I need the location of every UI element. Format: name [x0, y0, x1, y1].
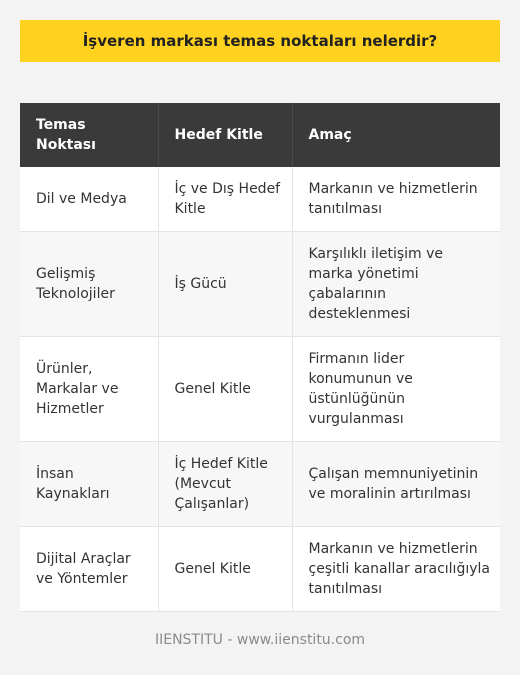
- table-cell: Karşılıklı iletişim ve marka yönetimi çabalarının desteklenmesi: [292, 231, 500, 336]
- table-row: [20, 167, 500, 231]
- table-cell: Genel Kitle: [158, 336, 292, 441]
- column-header-audience: Hedef Kitle: [158, 103, 292, 167]
- table-row: [20, 336, 500, 441]
- table-header-row: [20, 103, 500, 167]
- table-row: [20, 441, 500, 526]
- table-row: [20, 231, 500, 336]
- table-cell: Ürünler, Markalar ve Hizmetler: [20, 336, 158, 441]
- table-cell: İnsan Kaynakları: [20, 441, 158, 526]
- table-cell: Markanın ve hizmetlerin tanıtılması: [292, 167, 500, 231]
- page-title-banner: [20, 20, 500, 62]
- table-cell: Çalışan memnuniyetinin ve moralinin artırılması: [292, 441, 500, 526]
- table-cell: İş Gücü: [158, 231, 292, 336]
- table-cell: Gelişmiş Teknolojiler: [20, 231, 158, 336]
- table-cell: Firmanın lider konumunun ve üstünlüğünün vurgulanması: [292, 336, 500, 441]
- table-cell: İç ve Dış Hedef Kitle: [158, 167, 292, 231]
- table-cell: Dil ve Medya: [20, 167, 158, 231]
- table-cell: Markanın ve hizmetlerin çeşitli kanallar aracılığıyla tanıtılması: [292, 526, 500, 611]
- column-header-touchpoint: Temas Noktası: [20, 103, 158, 167]
- touchpoints-table: [20, 103, 500, 612]
- table-cell: İç Hedef Kitle (Mevcut Çalışanlar): [158, 441, 292, 526]
- page-title: İşveren markası temas noktaları nelerdir?: [82, 32, 438, 50]
- table-cell: Dijital Araçlar ve Yöntemler: [20, 526, 158, 611]
- table-cell: Genel Kitle: [158, 526, 292, 611]
- table-row: [20, 526, 500, 611]
- footer-credit: IIENSTITU - www.iienstitu.com: [154, 632, 366, 648]
- column-header-purpose: Amaç: [308, 127, 352, 143]
